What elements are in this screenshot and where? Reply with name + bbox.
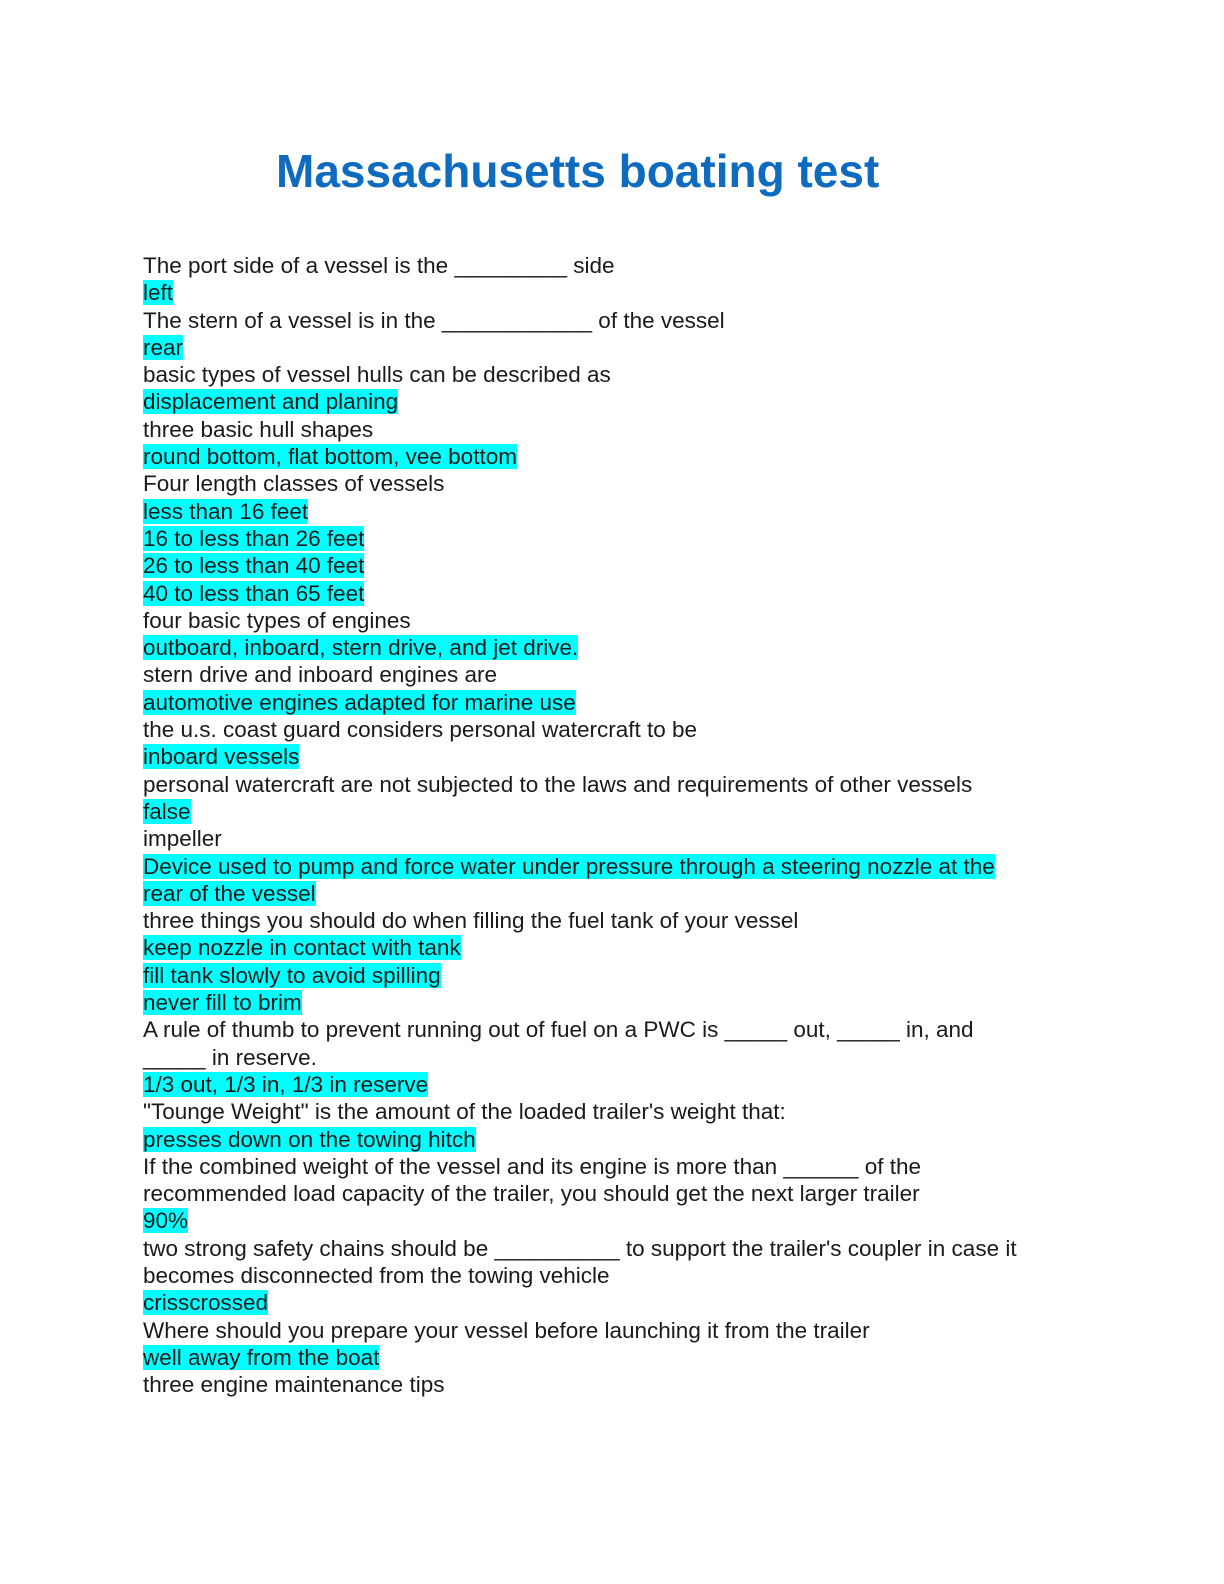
- question-line: [143, 771, 1083, 798]
- question-line: [143, 416, 1083, 443]
- question-line: [143, 1235, 1083, 1262]
- question-line: [143, 307, 1083, 334]
- question-line: [143, 252, 1083, 279]
- page-title: Massachusetts boating test: [276, 145, 880, 197]
- answer-text: left: [143, 280, 174, 306]
- answer-text: 40 to less than 65 feet: [143, 580, 365, 606]
- answer-line: [143, 443, 1083, 470]
- answer-line: [143, 743, 1083, 770]
- answer-line: [143, 1344, 1083, 1371]
- question-text: recommended load capacity of the trailer, you should get the next larger trailer: [143, 1181, 920, 1207]
- answer-text: displacement and planing: [143, 389, 399, 415]
- answer-line: [143, 279, 1083, 306]
- question-text: three engine maintenance tips: [143, 1372, 445, 1398]
- question-text: If the combined weight of the vessel and its engine is more than ______ of the: [143, 1153, 921, 1179]
- answer-text: automotive engines adapted for marine use: [143, 689, 576, 715]
- question-line: [143, 1180, 1083, 1207]
- question-line: [143, 1016, 1083, 1043]
- question-line: [143, 716, 1083, 743]
- answer-text: 1/3 out, 1/3 in, 1/3 in reserve: [143, 1071, 429, 1097]
- question-line: [143, 825, 1083, 852]
- question-text: _____ in reserve.: [143, 1044, 317, 1070]
- answer-text: 16 to less than 26 feet: [143, 525, 365, 551]
- answer-text: less than 16 feet: [143, 498, 309, 524]
- answer-text: crisscrossed: [143, 1290, 269, 1316]
- answer-line: [143, 934, 1083, 961]
- answer-line: [143, 552, 1083, 579]
- answer-line: [143, 689, 1083, 716]
- question-text: three basic hull shapes: [143, 416, 374, 442]
- answer-line: [143, 634, 1083, 661]
- answer-text: keep nozzle in contact with tank: [143, 935, 461, 961]
- answer-text: round bottom, flat bottom, vee bottom: [143, 444, 517, 470]
- answer-line: [143, 962, 1083, 989]
- answer-line: [143, 580, 1083, 607]
- answer-line: [143, 989, 1083, 1016]
- question-text: two strong safety chains should be __________ to support the trailer's coupler in case it: [143, 1235, 1017, 1261]
- question-answer-list: [143, 252, 1083, 1398]
- question-text: "Tounge Weight" is the amount of the loaded trailer's weight that:: [143, 1099, 786, 1125]
- question-text: personal watercraft are not subjected to the laws and requirements of other vessels: [143, 771, 973, 797]
- question-line: [143, 661, 1083, 688]
- question-line: [143, 607, 1083, 634]
- answer-line: [143, 498, 1083, 525]
- question-line: [143, 1044, 1083, 1071]
- question-text: basic types of vessel hulls can be described as: [143, 362, 611, 388]
- answer-text: well away from the boat: [143, 1344, 380, 1370]
- question-line: [143, 361, 1083, 388]
- answer-line: [143, 1207, 1083, 1234]
- answer-text: fill tank slowly to avoid spilling: [143, 962, 441, 988]
- question-text: The port side of a vessel is the _________ side: [143, 253, 615, 278]
- question-line: [143, 1371, 1083, 1398]
- answer-line: [143, 1289, 1083, 1316]
- answer-text: outboard, inboard, stern drive, and jet drive.: [143, 635, 579, 661]
- answer-line: [143, 798, 1083, 825]
- answer-line: [143, 1126, 1083, 1153]
- question-line: [143, 1098, 1083, 1125]
- answer-text: 90%: [143, 1208, 189, 1234]
- question-text: stern drive and inboard engines are: [143, 662, 497, 688]
- question-text: Four length classes of vessels: [143, 471, 445, 497]
- answer-line: [143, 853, 1083, 880]
- question-text: impeller: [143, 826, 222, 852]
- answer-text: never fill to brim: [143, 990, 302, 1016]
- question-text: the u.s. coast guard considers personal watercraft to be: [143, 717, 698, 743]
- question-text: three things you should do when filling the fuel tank of your vessel: [143, 908, 799, 934]
- answer-line: [143, 880, 1083, 907]
- answer-text: Device used to pump and force water under pressure through a steering nozzle at the: [143, 853, 995, 879]
- answer-line: [143, 334, 1083, 361]
- question-line: [143, 907, 1083, 934]
- answer-line: [143, 1071, 1083, 1098]
- answer-text: presses down on the towing hitch: [143, 1126, 476, 1152]
- answer-text: rear: [143, 334, 184, 360]
- question-text: becomes disconnected from the towing vehicle: [143, 1262, 610, 1288]
- question-line: [143, 1317, 1083, 1344]
- question-text: Where should you prepare your vessel before launching it from the trailer: [143, 1317, 870, 1343]
- answer-text: inboard vessels: [143, 744, 300, 770]
- question-line: [143, 1153, 1083, 1180]
- answer-text: false: [143, 798, 191, 824]
- answer-text: 26 to less than 40 feet: [143, 553, 365, 579]
- question-line: [143, 1262, 1083, 1289]
- answer-text: rear of the vessel: [143, 880, 316, 906]
- question-text: A rule of thumb to prevent running out of fuel on a PWC is _____ out, _____ in, and: [143, 1017, 974, 1043]
- answer-line: [143, 525, 1083, 552]
- question-line: [143, 470, 1083, 497]
- answer-line: [143, 388, 1083, 415]
- question-text: The stern of a vessel is in the ____________ of the vessel: [143, 307, 725, 333]
- question-text: four basic types of engines: [143, 607, 411, 633]
